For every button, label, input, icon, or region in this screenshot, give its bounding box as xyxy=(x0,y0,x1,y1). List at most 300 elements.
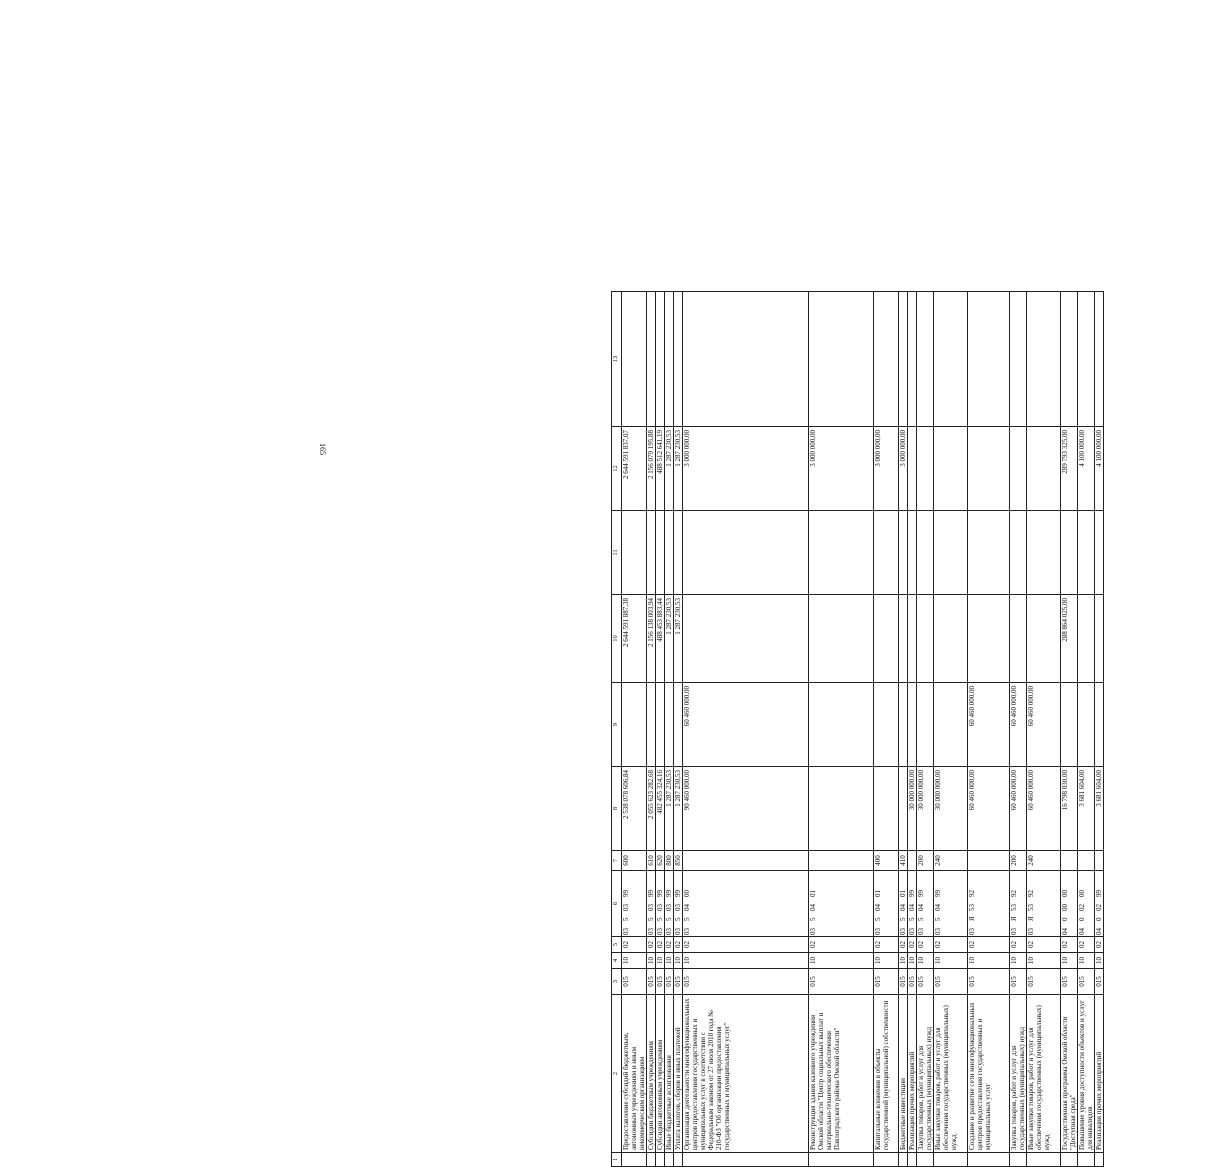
col-header-12: 12 xyxy=(612,427,622,511)
table-row xyxy=(1010,292,1027,1167)
target-article-part: 99 xyxy=(1095,890,1103,897)
table-row xyxy=(908,292,917,1167)
row-index-cell xyxy=(1061,1153,1078,1167)
amount-2021-cell xyxy=(908,427,917,511)
amount-2021-federal-cell xyxy=(656,292,665,427)
amount-2020-federal-cell xyxy=(934,511,968,595)
amount-2019-cell: 1 287 230,53 xyxy=(674,767,683,851)
row-index-cell xyxy=(899,1153,908,1167)
amount-2021-cell: 3 000 000,00 xyxy=(874,427,899,511)
item-name-cell: Иные закупки товаров, работ и услуг для обеспечения государственных (муниципальных) нужд xyxy=(934,995,968,1153)
row-index-cell xyxy=(656,1153,665,1167)
amount-2021-cell xyxy=(917,427,934,511)
amount-2019-cell: 482 455 324,16 xyxy=(656,767,665,851)
target-article-part: 5 xyxy=(874,917,882,921)
target-article-part: 03 xyxy=(899,928,907,935)
amount-2020-federal-cell xyxy=(1095,511,1104,595)
target-article-part: 03 xyxy=(683,928,691,935)
amount-2019-federal-cell xyxy=(809,683,874,767)
section-code-cell: 10 xyxy=(622,953,647,969)
target-article-part: 03 xyxy=(656,928,664,935)
admin-code-cell: 015 xyxy=(1010,969,1027,995)
table-row xyxy=(665,292,674,1167)
target-article-part: 03 xyxy=(674,928,682,935)
item-name-cell: Иные закупки товаров, работ и услуг для обеспечения государственных (муниципальных) нужд xyxy=(1027,995,1061,1153)
section-code-cell: 10 xyxy=(1027,953,1061,969)
section-code-cell: 10 xyxy=(968,953,1010,969)
target-article-cell xyxy=(674,871,683,937)
target-article-part: 5 xyxy=(908,917,916,921)
col-header-7: 7 xyxy=(612,851,622,871)
amount-2021-cell xyxy=(968,427,1010,511)
amount-2021-federal-cell xyxy=(874,292,899,427)
target-article-cell xyxy=(622,871,647,937)
row-index-cell xyxy=(874,1153,899,1167)
target-article-part: 5 xyxy=(683,917,691,921)
amount-2020-cell: 2 156 138 003,94 xyxy=(647,595,656,683)
target-article-part: 03 xyxy=(1010,928,1018,935)
subsection-code-cell: 02 xyxy=(908,937,917,953)
amount-2019-cell: 60 460 000,00 xyxy=(968,767,1010,851)
amount-2021-federal-cell xyxy=(908,292,917,427)
target-article-part: 5 xyxy=(674,917,682,921)
row-index-cell xyxy=(809,1153,874,1167)
subsection-code-cell: 02 xyxy=(1061,937,1078,953)
section-code-cell: 10 xyxy=(874,953,899,969)
row-index-cell xyxy=(683,1153,809,1167)
expense-type-cell: 240 xyxy=(1027,851,1061,871)
amount-2019-federal-cell xyxy=(674,683,683,767)
item-name-cell: Иные бюджетные ассигнования xyxy=(665,995,674,1153)
table-row xyxy=(934,292,968,1167)
target-article-part: 53 xyxy=(1010,904,1018,911)
section-code-cell: 10 xyxy=(1095,953,1104,969)
target-article-part: 5 xyxy=(622,917,630,921)
target-article-part: 04 xyxy=(683,904,691,911)
target-article-part: 04 xyxy=(917,904,925,911)
target-article-part: 03 xyxy=(665,928,673,935)
amount-2019-federal-cell: 60 460 000,00 xyxy=(683,683,809,767)
amount-2020-federal-cell xyxy=(917,511,934,595)
page-number: 165 xyxy=(318,443,327,455)
target-article-part: 03 xyxy=(647,928,655,935)
row-index-cell xyxy=(665,1153,674,1167)
expense-type-cell: 610 xyxy=(647,851,656,871)
target-article-part: 99 xyxy=(656,890,664,897)
target-article-part: 0 xyxy=(1078,917,1086,921)
target-article-part: Я xyxy=(968,916,976,921)
table-row xyxy=(647,292,656,1167)
target-article-part: 03 xyxy=(674,904,682,911)
target-article-part: 03 xyxy=(917,928,925,935)
expense-type-cell: 400 xyxy=(874,851,899,871)
expense-type-cell: 850 xyxy=(674,851,683,871)
amount-2019-cell xyxy=(874,767,899,851)
rotated-page xyxy=(611,292,1216,1167)
row-index-cell xyxy=(1027,1153,1061,1167)
amount-2021-cell xyxy=(934,427,968,511)
row-index-cell xyxy=(1010,1153,1027,1167)
target-article-part: 0 xyxy=(1061,917,1069,921)
target-article-part: Я xyxy=(1027,916,1035,921)
target-article-part: 03 xyxy=(1027,928,1035,935)
admin-code-cell: 015 xyxy=(665,969,674,995)
item-name-cell: Закупка товаров, работ и услуг для государственных (муниципальных) нужд xyxy=(917,995,934,1153)
amount-2019-federal-cell xyxy=(908,683,917,767)
amount-2021-cell: 3 000 000,00 xyxy=(809,427,874,511)
amount-2020-cell: 288 864 025,00 xyxy=(1061,595,1078,683)
target-article-cell xyxy=(647,871,656,937)
row-index-cell xyxy=(908,1153,917,1167)
amount-2020-federal-cell xyxy=(908,511,917,595)
amount-2020-federal-cell xyxy=(1078,511,1095,595)
target-article-part: 5 xyxy=(934,917,942,921)
amount-2021-cell xyxy=(1010,427,1027,511)
section-code-cell: 10 xyxy=(934,953,968,969)
target-article-part: 03 xyxy=(656,904,664,911)
subsection-code-cell: 02 xyxy=(622,937,647,953)
target-article-part: 04 xyxy=(934,904,942,911)
section-code-cell: 10 xyxy=(656,953,665,969)
col-header-13: 13 xyxy=(612,292,622,427)
amount-2019-federal-cell xyxy=(1095,683,1104,767)
subsection-code-cell: 02 xyxy=(934,937,968,953)
expense-type-cell xyxy=(683,851,809,871)
amount-2021-cell: 1 287 230,53 xyxy=(665,427,674,511)
section-code-cell: 10 xyxy=(908,953,917,969)
target-article-part: 00 xyxy=(1078,890,1086,897)
admin-code-cell: 015 xyxy=(908,969,917,995)
target-article-cell xyxy=(1061,871,1078,937)
amount-2021-federal-cell xyxy=(899,292,908,427)
amount-2019-federal-cell xyxy=(934,683,968,767)
row-index-cell xyxy=(1078,1153,1095,1167)
target-article-part: 92 xyxy=(968,890,976,897)
amount-2019-federal-cell xyxy=(647,683,656,767)
table-row xyxy=(622,292,647,1167)
expense-type-cell: 200 xyxy=(917,851,934,871)
col-header-4: 4 xyxy=(612,953,622,969)
target-article-part: 02 xyxy=(1078,904,1086,911)
table-body xyxy=(622,292,1104,1167)
target-article-cell xyxy=(1027,871,1061,937)
item-name-cell: Закупка товаров, работ и услуг для государственных (муниципальных) нужд xyxy=(1010,995,1027,1153)
admin-code-cell: 015 xyxy=(934,969,968,995)
target-article-cell xyxy=(1010,871,1027,937)
subsection-code-cell: 02 xyxy=(674,937,683,953)
item-name-cell: Реализация прочих мероприятий xyxy=(908,995,917,1153)
expense-type-cell xyxy=(809,851,874,871)
col-header-8: 8 xyxy=(612,767,622,851)
table-row xyxy=(1027,292,1061,1167)
amount-2020-cell xyxy=(934,595,968,683)
section-code-cell: 10 xyxy=(917,953,934,969)
target-article-part: 04 xyxy=(1078,928,1086,935)
admin-code-cell: 015 xyxy=(647,969,656,995)
amount-2020-federal-cell xyxy=(899,511,908,595)
admin-code-cell: 015 xyxy=(674,969,683,995)
budget-table xyxy=(611,291,1104,1167)
target-article-part: 99 xyxy=(647,890,655,897)
item-name-cell: Государственная программа Омской области "Доступная среда" xyxy=(1061,995,1078,1153)
target-article-part: 00 xyxy=(683,890,691,897)
subsection-code-cell: 02 xyxy=(1027,937,1061,953)
amount-2020-cell xyxy=(809,595,874,683)
amount-2021-federal-cell xyxy=(934,292,968,427)
table-row xyxy=(968,292,1010,1167)
subsection-code-cell: 02 xyxy=(968,937,1010,953)
item-name-cell: Субсидии бюджетным учреждениям xyxy=(647,995,656,1153)
expense-type-cell xyxy=(1078,851,1095,871)
table-row xyxy=(874,292,899,1167)
amount-2021-federal-cell xyxy=(674,292,683,427)
admin-code-cell: 015 xyxy=(683,969,809,995)
amount-2019-cell xyxy=(899,767,908,851)
amount-2019-cell: 30 000 000,00 xyxy=(917,767,934,851)
amount-2020-cell xyxy=(899,595,908,683)
amount-2021-cell xyxy=(1027,427,1061,511)
target-article-part: Я xyxy=(1010,916,1018,921)
amount-2021-federal-cell xyxy=(1061,292,1078,427)
target-article-part: 01 xyxy=(874,890,882,897)
amount-2019-cell xyxy=(809,767,874,851)
table-row xyxy=(899,292,908,1167)
amount-2021-cell: 4 100 000,00 xyxy=(1095,427,1104,511)
amount-2021-cell: 2 644 591 837,07 xyxy=(622,427,647,511)
expense-type-cell xyxy=(1061,851,1078,871)
target-article-part: 03 xyxy=(968,928,976,935)
target-article-part: 04 xyxy=(899,904,907,911)
table-row xyxy=(1078,292,1095,1167)
target-article-cell xyxy=(934,871,968,937)
target-article-part: 00 xyxy=(1061,890,1069,897)
admin-code-cell: 015 xyxy=(1078,969,1095,995)
admin-code-cell: 015 xyxy=(1095,969,1104,995)
amount-2021-cell: 488 512 641,19 xyxy=(656,427,665,511)
amount-2020-cell: 488 453 883,44 xyxy=(656,595,665,683)
amount-2020-federal-cell xyxy=(1010,511,1027,595)
target-article-part: 5 xyxy=(899,917,907,921)
subsection-code-cell: 02 xyxy=(647,937,656,953)
target-article-part: 53 xyxy=(968,904,976,911)
expense-type-cell xyxy=(908,851,917,871)
amount-2021-federal-cell xyxy=(968,292,1010,427)
item-name-cell: Бюджетные инвестиции xyxy=(899,995,908,1153)
subsection-code-cell: 02 xyxy=(1078,937,1095,953)
amount-2019-federal-cell xyxy=(656,683,665,767)
target-article-part: 99 xyxy=(674,890,682,897)
section-code-cell: 10 xyxy=(1078,953,1095,969)
admin-code-cell: 015 xyxy=(809,969,874,995)
item-name-cell: Предоставление субсидий бюджетным, автономным учреждениям и иным некоммерческим организациям xyxy=(622,995,647,1153)
amount-2021-cell: 1 287 230,53 xyxy=(674,427,683,511)
section-code-cell: 10 xyxy=(1061,953,1078,969)
amount-2019-cell: 16 798 030,00 xyxy=(1061,767,1078,851)
target-article-part: 03 xyxy=(622,904,630,911)
amount-2020-federal-cell xyxy=(674,511,683,595)
amount-2021-federal-cell xyxy=(683,292,809,427)
subsection-code-cell: 02 xyxy=(1010,937,1027,953)
expense-type-cell: 410 xyxy=(899,851,908,871)
section-code-cell: 10 xyxy=(683,953,809,969)
amount-2019-cell: 2 055 623 282,68 xyxy=(647,767,656,851)
subsection-code-cell: 02 xyxy=(683,937,809,953)
amount-2020-cell xyxy=(917,595,934,683)
amount-2019-federal-cell xyxy=(665,683,674,767)
expense-type-cell: 620 xyxy=(656,851,665,871)
admin-code-cell: 015 xyxy=(1027,969,1061,995)
target-article-part: 5 xyxy=(665,917,673,921)
target-article-part: 53 xyxy=(1027,904,1035,911)
amount-2019-cell: 60 460 000,00 xyxy=(1010,767,1027,851)
amount-2020-federal-cell xyxy=(968,511,1010,595)
item-name-cell: Реконструкция здания казенного учреждения Омской области "Центр социальных выплат и материально-технического обеспечения Павлоградского района Омской области" xyxy=(809,995,874,1153)
admin-code-cell: 015 xyxy=(874,969,899,995)
target-article-part: 03 xyxy=(934,928,942,935)
target-article-part: 0 xyxy=(1095,917,1103,921)
target-article-cell xyxy=(874,871,899,937)
amount-2020-cell: 1 287 230,53 xyxy=(665,595,674,683)
expense-type-cell: 600 xyxy=(622,851,647,871)
target-article-part: 92 xyxy=(1010,890,1018,897)
amount-2020-cell xyxy=(1010,595,1027,683)
target-article-cell xyxy=(908,871,917,937)
col-header-6: 6 xyxy=(612,871,622,937)
amount-2021-cell: 4 100 000,00 xyxy=(1078,427,1095,511)
target-article-part: 5 xyxy=(656,917,664,921)
row-index-cell xyxy=(674,1153,683,1167)
table-row xyxy=(1095,292,1104,1167)
target-article-part: 04 xyxy=(809,904,817,911)
target-article-part: 03 xyxy=(647,904,655,911)
table-row xyxy=(917,292,934,1167)
expense-type-cell: 240 xyxy=(934,851,968,871)
amount-2019-cell: 60 460 000,00 xyxy=(1027,767,1061,851)
amount-2019-federal-cell: 60 460 000,00 xyxy=(968,683,1010,767)
target-article-part: 02 xyxy=(1095,904,1103,911)
amount-2020-cell: 1 287 230,53 xyxy=(674,595,683,683)
item-name-cell: Создание и развитие сети многофункциональных центров предоставления государственных и муниципальных услуг xyxy=(968,995,1010,1153)
amount-2021-federal-cell xyxy=(1027,292,1061,427)
amount-2020-federal-cell xyxy=(622,511,647,595)
table-row xyxy=(809,292,874,1167)
amount-2021-federal-cell xyxy=(1010,292,1027,427)
amount-2019-cell: 1 287 230,53 xyxy=(665,767,674,851)
target-article-part: 5 xyxy=(647,917,655,921)
section-code-cell: 10 xyxy=(674,953,683,969)
row-index-cell xyxy=(968,1153,1010,1167)
subsection-code-cell: 02 xyxy=(665,937,674,953)
amount-2021-cell: 3 000 000,00 xyxy=(683,427,809,511)
target-article-part: 01 xyxy=(809,890,817,897)
amount-2019-cell: 3 681 604,00 xyxy=(1078,767,1095,851)
expense-type-cell: 800 xyxy=(665,851,674,871)
target-article-part: 99 xyxy=(622,890,630,897)
amount-2020-federal-cell xyxy=(809,511,874,595)
row-index-cell xyxy=(622,1153,647,1167)
section-code-cell: 10 xyxy=(665,953,674,969)
amount-2019-federal-cell xyxy=(899,683,908,767)
subsection-code-cell: 02 xyxy=(874,937,899,953)
amount-2021-federal-cell xyxy=(665,292,674,427)
target-article-part: 99 xyxy=(908,890,916,897)
target-article-cell xyxy=(665,871,674,937)
item-name-cell: Реализация прочих мероприятий xyxy=(1095,995,1104,1153)
expense-type-cell: 200 xyxy=(1010,851,1027,871)
target-article-part: 99 xyxy=(917,890,925,897)
amount-2019-federal-cell xyxy=(1061,683,1078,767)
admin-code-cell: 015 xyxy=(968,969,1010,995)
amount-2020-cell xyxy=(968,595,1010,683)
col-header-1: 1 xyxy=(612,1153,622,1167)
target-article-cell xyxy=(656,871,665,937)
table-row xyxy=(656,292,665,1167)
amount-2020-federal-cell xyxy=(647,511,656,595)
amount-2019-federal-cell xyxy=(874,683,899,767)
target-article-part: 04 xyxy=(1061,928,1069,935)
col-header-9: 9 xyxy=(612,683,622,767)
amount-2020-federal-cell xyxy=(665,511,674,595)
row-index-cell xyxy=(1095,1153,1104,1167)
amount-2021-cell: 3 000 000,00 xyxy=(899,427,908,511)
table-row xyxy=(674,292,683,1167)
expense-type-cell xyxy=(968,851,1010,871)
amount-2021-federal-cell xyxy=(1095,292,1104,427)
amount-2019-cell: 30 000 000,00 xyxy=(934,767,968,851)
amount-2020-cell xyxy=(683,595,809,683)
target-article-part: 5 xyxy=(917,917,925,921)
subsection-code-cell: 02 xyxy=(809,937,874,953)
amount-2020-cell xyxy=(874,595,899,683)
target-article-cell xyxy=(809,871,874,937)
amount-2019-federal-cell xyxy=(917,683,934,767)
section-code-cell: 10 xyxy=(899,953,908,969)
amount-2019-federal-cell xyxy=(1078,683,1095,767)
subsection-code-cell: 02 xyxy=(917,937,934,953)
amount-2019-cell: 3 681 604,00 xyxy=(1095,767,1104,851)
subsection-code-cell: 02 xyxy=(656,937,665,953)
col-header-10: 10 xyxy=(612,595,622,683)
amount-2020-cell xyxy=(1095,595,1104,683)
amount-2021-federal-cell xyxy=(1078,292,1095,427)
target-article-part: 03 xyxy=(874,928,882,935)
target-article-part: 00 xyxy=(1061,904,1069,911)
row-index-cell xyxy=(917,1153,934,1167)
admin-code-cell: 015 xyxy=(1061,969,1078,995)
amount-2020-federal-cell xyxy=(656,511,665,595)
column-number-row xyxy=(612,292,622,1167)
target-article-part: 04 xyxy=(908,904,916,911)
admin-code-cell: 015 xyxy=(917,969,934,995)
amount-2019-cell: 30 000 000,00 xyxy=(908,767,917,851)
amount-2019-cell: 90 460 000,00 xyxy=(683,767,809,851)
item-name-cell: Повышение уровня доступности объектов и услуг для инвалидов xyxy=(1078,995,1095,1153)
target-article-part: 99 xyxy=(665,890,673,897)
target-article-part: 03 xyxy=(665,904,673,911)
col-header-11: 11 xyxy=(612,511,622,595)
target-article-cell xyxy=(1078,871,1095,937)
admin-code-cell: 015 xyxy=(899,969,908,995)
target-article-part: 01 xyxy=(899,890,907,897)
target-article-part: 03 xyxy=(622,928,630,935)
target-article-cell xyxy=(899,871,908,937)
amount-2019-federal-cell xyxy=(622,683,647,767)
amount-2020-cell xyxy=(1078,595,1095,683)
target-article-cell xyxy=(917,871,934,937)
target-article-cell xyxy=(683,871,809,937)
section-code-cell: 10 xyxy=(1010,953,1027,969)
amount-2019-federal-cell: 60 460 000,00 xyxy=(1010,683,1027,767)
